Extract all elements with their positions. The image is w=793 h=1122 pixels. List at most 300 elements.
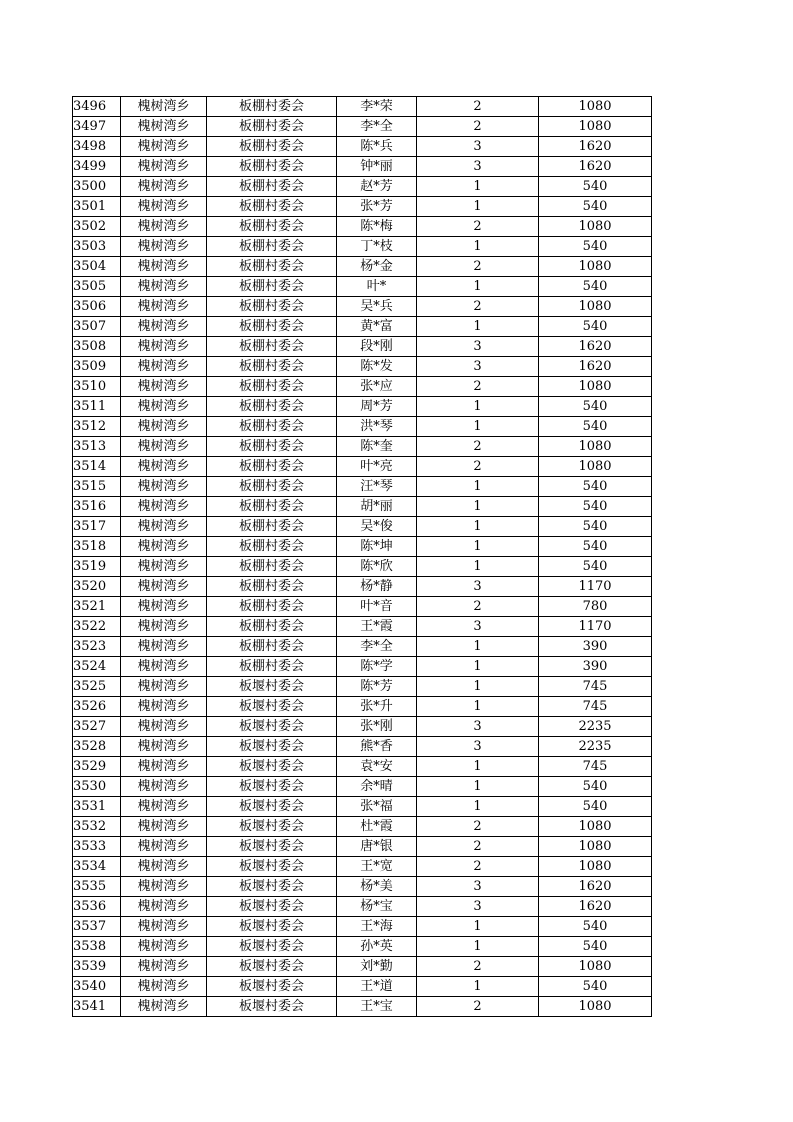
township-cell: 槐树湾乡 [121,217,207,237]
amount-cell: 540 [539,517,652,537]
row-number-cell: 3531 [73,797,121,817]
row-number-cell: 3513 [73,437,121,457]
amount-cell: 540 [539,777,652,797]
row-number-cell: 3540 [73,977,121,997]
household-count-cell: 3 [417,577,539,597]
name-cell: 杨*静 [337,577,417,597]
village-committee-cell: 板堰村委会 [207,757,337,777]
township-cell: 槐树湾乡 [121,937,207,957]
village-committee-cell: 板堰村委会 [207,937,337,957]
township-cell: 槐树湾乡 [121,257,207,277]
table-row [73,557,652,577]
table-row [73,297,652,317]
row-number-cell: 3517 [73,517,121,537]
amount-cell: 540 [539,497,652,517]
row-number-cell: 3534 [73,857,121,877]
amount-cell: 1620 [539,357,652,377]
village-committee-cell: 板堰村委会 [207,737,337,757]
amount-cell: 1620 [539,337,652,357]
table-row [73,97,652,117]
name-cell: 洪*琴 [337,417,417,437]
name-cell: 汪*琴 [337,477,417,497]
name-cell: 杨*金 [337,257,417,277]
township-cell: 槐树湾乡 [121,657,207,677]
amount-cell: 1170 [539,577,652,597]
household-count-cell: 2 [417,377,539,397]
amount-cell: 540 [539,937,652,957]
household-count-cell: 2 [417,997,539,1017]
row-number-cell: 3498 [73,137,121,157]
village-committee-cell: 板堰村委会 [207,877,337,897]
table-row [73,677,652,697]
table-row [73,817,652,837]
household-count-cell: 1 [417,557,539,577]
household-count-cell: 1 [417,397,539,417]
row-number-cell: 3538 [73,937,121,957]
township-cell: 槐树湾乡 [121,517,207,537]
table-row [73,357,652,377]
township-cell: 槐树湾乡 [121,897,207,917]
name-cell: 陈*发 [337,357,417,377]
row-number-cell: 3507 [73,317,121,337]
village-committee-cell: 板棚村委会 [207,597,337,617]
row-number-cell: 3522 [73,617,121,637]
village-committee-cell: 板棚村委会 [207,557,337,577]
row-number-cell: 3527 [73,717,121,737]
village-committee-cell: 板堰村委会 [207,837,337,857]
township-cell: 槐树湾乡 [121,557,207,577]
township-cell: 槐树湾乡 [121,457,207,477]
amount-cell: 540 [539,477,652,497]
village-committee-cell: 板棚村委会 [207,137,337,157]
household-count-cell: 3 [417,157,539,177]
row-number-cell: 3520 [73,577,121,597]
table-row [73,897,652,917]
household-count-cell: 2 [417,117,539,137]
village-committee-cell: 板棚村委会 [207,257,337,277]
name-cell: 陈*兵 [337,137,417,157]
amount-cell: 540 [539,397,652,417]
township-cell: 槐树湾乡 [121,157,207,177]
name-cell: 段*刚 [337,337,417,357]
amount-cell: 540 [539,277,652,297]
row-number-cell: 3505 [73,277,121,297]
village-committee-cell: 板棚村委会 [207,537,337,557]
row-number-cell: 3539 [73,957,121,977]
row-number-cell: 3532 [73,817,121,837]
township-cell: 槐树湾乡 [121,497,207,517]
household-count-cell: 1 [417,477,539,497]
amount-cell: 390 [539,637,652,657]
township-cell: 槐树湾乡 [121,717,207,737]
table-row [73,457,652,477]
village-committee-cell: 板堰村委会 [207,717,337,737]
name-cell: 叶*音 [337,597,417,617]
village-committee-cell: 板棚村委会 [207,277,337,297]
row-number-cell: 3526 [73,697,121,717]
household-count-cell: 1 [417,517,539,537]
table-row [73,977,652,997]
household-count-cell: 2 [417,437,539,457]
name-cell: 陈*欣 [337,557,417,577]
name-cell: 黄*富 [337,317,417,337]
name-cell: 王*道 [337,977,417,997]
township-cell: 槐树湾乡 [121,977,207,997]
amount-cell: 540 [539,977,652,997]
amount-cell: 1170 [539,617,652,637]
household-count-cell: 1 [417,497,539,517]
household-count-cell: 1 [417,657,539,677]
village-committee-cell: 板堰村委会 [207,997,337,1017]
table-row [73,957,652,977]
name-cell: 陈*梅 [337,217,417,237]
table-row [73,637,652,657]
village-committee-cell: 板棚村委会 [207,337,337,357]
village-committee-cell: 板棚村委会 [207,517,337,537]
household-count-cell: 3 [417,737,539,757]
village-committee-cell: 板堰村委会 [207,857,337,877]
household-count-cell: 1 [417,237,539,257]
township-cell: 槐树湾乡 [121,957,207,977]
township-cell: 槐树湾乡 [121,97,207,117]
table-row [73,877,652,897]
table-row [73,277,652,297]
village-committee-cell: 板棚村委会 [207,497,337,517]
amount-cell: 1080 [539,957,652,977]
name-cell: 王*海 [337,917,417,937]
row-number-cell: 3523 [73,637,121,657]
household-count-cell: 2 [417,97,539,117]
name-cell: 陈*坤 [337,537,417,557]
name-cell: 张*芳 [337,197,417,217]
row-number-cell: 3515 [73,477,121,497]
name-cell: 丁*枝 [337,237,417,257]
household-count-cell: 1 [417,757,539,777]
amount-cell: 1080 [539,437,652,457]
township-cell: 槐树湾乡 [121,477,207,497]
amount-cell: 540 [539,797,652,817]
amount-cell: 540 [539,917,652,937]
row-number-cell: 3524 [73,657,121,677]
village-committee-cell: 板棚村委会 [207,437,337,457]
village-committee-cell: 板棚村委会 [207,217,337,237]
household-count-cell: 1 [417,777,539,797]
village-committee-cell: 板棚村委会 [207,617,337,637]
household-count-cell: 2 [417,837,539,857]
village-committee-cell: 板棚村委会 [207,357,337,377]
village-committee-cell: 板棚村委会 [207,577,337,597]
household-count-cell: 2 [417,297,539,317]
row-number-cell: 3509 [73,357,121,377]
row-number-cell: 3502 [73,217,121,237]
table-row [73,777,652,797]
name-cell: 周*芳 [337,397,417,417]
name-cell: 陈*学 [337,657,417,677]
name-cell: 陈*芳 [337,677,417,697]
row-number-cell: 3503 [73,237,121,257]
household-count-cell: 3 [417,617,539,637]
amount-cell: 540 [539,417,652,437]
name-cell: 叶* [337,277,417,297]
amount-cell: 1080 [539,117,652,137]
village-committee-cell: 板棚村委会 [207,417,337,437]
table-row [73,337,652,357]
name-cell: 余*晴 [337,777,417,797]
village-committee-cell: 板棚村委会 [207,377,337,397]
name-cell: 张*福 [337,797,417,817]
amount-cell: 780 [539,597,652,617]
amount-cell: 1620 [539,137,652,157]
township-cell: 槐树湾乡 [121,677,207,697]
household-count-cell: 1 [417,177,539,197]
household-count-cell: 2 [417,597,539,617]
township-cell: 槐树湾乡 [121,237,207,257]
amount-cell: 1620 [539,157,652,177]
township-cell: 槐树湾乡 [121,197,207,217]
village-committee-cell: 板堰村委会 [207,697,337,717]
township-cell: 槐树湾乡 [121,797,207,817]
household-count-cell: 2 [417,457,539,477]
name-cell: 赵*芳 [337,177,417,197]
township-cell: 槐树湾乡 [121,917,207,937]
amount-cell: 540 [539,317,652,337]
township-cell: 槐树湾乡 [121,317,207,337]
township-cell: 槐树湾乡 [121,857,207,877]
household-count-cell: 1 [417,317,539,337]
amount-cell: 390 [539,657,652,677]
village-committee-cell: 板堰村委会 [207,817,337,837]
name-cell: 吴*兵 [337,297,417,317]
row-number-cell: 3529 [73,757,121,777]
data-table [72,96,652,1017]
name-cell: 唐*银 [337,837,417,857]
household-count-cell: 3 [417,897,539,917]
township-cell: 槐树湾乡 [121,637,207,657]
table-row [73,117,652,137]
row-number-cell: 3518 [73,537,121,557]
name-cell: 袁*安 [337,757,417,777]
amount-cell: 2235 [539,717,652,737]
name-cell: 孙*英 [337,937,417,957]
table-row [73,797,652,817]
table-row [73,937,652,957]
household-count-cell: 1 [417,417,539,437]
township-cell: 槐树湾乡 [121,177,207,197]
village-committee-cell: 板棚村委会 [207,637,337,657]
table-row [73,737,652,757]
table-row [73,497,652,517]
name-cell: 张*升 [337,697,417,717]
name-cell: 王*宝 [337,997,417,1017]
row-number-cell: 3500 [73,177,121,197]
row-number-cell: 3519 [73,557,121,577]
table-body [73,97,652,1017]
village-committee-cell: 板堰村委会 [207,957,337,977]
table-row [73,617,652,637]
table-row [73,177,652,197]
amount-cell: 540 [539,177,652,197]
table-row [73,157,652,177]
village-committee-cell: 板棚村委会 [207,457,337,477]
township-cell: 槐树湾乡 [121,757,207,777]
table-row [73,417,652,437]
township-cell: 槐树湾乡 [121,577,207,597]
village-committee-cell: 板堰村委会 [207,897,337,917]
township-cell: 槐树湾乡 [121,297,207,317]
name-cell: 陈*奎 [337,437,417,457]
village-committee-cell: 板棚村委会 [207,97,337,117]
name-cell: 张*应 [337,377,417,397]
amount-cell: 1080 [539,997,652,1017]
row-number-cell: 3530 [73,777,121,797]
township-cell: 槐树湾乡 [121,617,207,637]
township-cell: 槐树湾乡 [121,817,207,837]
name-cell: 李*荣 [337,97,417,117]
household-count-cell: 3 [417,137,539,157]
row-number-cell: 3528 [73,737,121,757]
row-number-cell: 3497 [73,117,121,137]
amount-cell: 1080 [539,377,652,397]
table-row [73,857,652,877]
household-count-cell: 1 [417,917,539,937]
township-cell: 槐树湾乡 [121,277,207,297]
township-cell: 槐树湾乡 [121,777,207,797]
household-count-cell: 3 [417,357,539,377]
name-cell: 吴*俊 [337,517,417,537]
name-cell: 钟*丽 [337,157,417,177]
row-number-cell: 3496 [73,97,121,117]
table-row [73,137,652,157]
township-cell: 槐树湾乡 [121,877,207,897]
township-cell: 槐树湾乡 [121,597,207,617]
row-number-cell: 3537 [73,917,121,937]
township-cell: 槐树湾乡 [121,377,207,397]
name-cell: 杨*美 [337,877,417,897]
table-row [73,697,652,717]
amount-cell: 745 [539,677,652,697]
amount-cell: 745 [539,757,652,777]
township-cell: 槐树湾乡 [121,357,207,377]
table-row [73,437,652,457]
amount-cell: 540 [539,557,652,577]
household-count-cell: 1 [417,277,539,297]
village-committee-cell: 板棚村委会 [207,237,337,257]
village-committee-cell: 板棚村委会 [207,317,337,337]
township-cell: 槐树湾乡 [121,537,207,557]
name-cell: 李*全 [337,637,417,657]
row-number-cell: 3504 [73,257,121,277]
table-row [73,837,652,857]
row-number-cell: 3536 [73,897,121,917]
household-count-cell: 2 [417,257,539,277]
name-cell: 张*刚 [337,717,417,737]
village-committee-cell: 板堰村委会 [207,777,337,797]
row-number-cell: 3514 [73,457,121,477]
table-row [73,577,652,597]
amount-cell: 540 [539,237,652,257]
household-count-cell: 1 [417,697,539,717]
village-committee-cell: 板棚村委会 [207,297,337,317]
name-cell: 杨*宝 [337,897,417,917]
name-cell: 王*宽 [337,857,417,877]
township-cell: 槐树湾乡 [121,137,207,157]
name-cell: 胡*丽 [337,497,417,517]
township-cell: 槐树湾乡 [121,997,207,1017]
row-number-cell: 3508 [73,337,121,357]
township-cell: 槐树湾乡 [121,437,207,457]
township-cell: 槐树湾乡 [121,837,207,857]
village-committee-cell: 板棚村委会 [207,117,337,137]
household-count-cell: 2 [417,817,539,837]
table-row [73,317,652,337]
amount-cell: 540 [539,537,652,557]
village-committee-cell: 板堰村委会 [207,797,337,817]
township-cell: 槐树湾乡 [121,737,207,757]
amount-cell: 1080 [539,257,652,277]
amount-cell: 1080 [539,857,652,877]
name-cell: 李*全 [337,117,417,137]
table-row [73,657,652,677]
table-row [73,537,652,557]
township-cell: 槐树湾乡 [121,337,207,357]
amount-cell: 745 [539,697,652,717]
name-cell: 叶*亮 [337,457,417,477]
name-cell: 刘*勤 [337,957,417,977]
amount-cell: 1080 [539,837,652,857]
table-row [73,997,652,1017]
name-cell: 熊*香 [337,737,417,757]
village-committee-cell: 板棚村委会 [207,197,337,217]
amount-cell: 1080 [539,217,652,237]
row-number-cell: 3499 [73,157,121,177]
table-row [73,477,652,497]
household-count-cell: 3 [417,337,539,357]
household-count-cell: 1 [417,677,539,697]
table-row [73,917,652,937]
village-committee-cell: 板堰村委会 [207,677,337,697]
row-number-cell: 3516 [73,497,121,517]
household-count-cell: 1 [417,977,539,997]
amount-cell: 540 [539,197,652,217]
household-count-cell: 2 [417,957,539,977]
row-number-cell: 3512 [73,417,121,437]
amount-cell: 1080 [539,817,652,837]
village-committee-cell: 板棚村委会 [207,477,337,497]
name-cell: 王*霞 [337,617,417,637]
table-row [73,597,652,617]
village-committee-cell: 板堰村委会 [207,917,337,937]
amount-cell: 1080 [539,97,652,117]
household-count-cell: 2 [417,217,539,237]
amount-cell: 1620 [539,897,652,917]
household-count-cell: 1 [417,197,539,217]
row-number-cell: 3511 [73,397,121,417]
household-count-cell: 2 [417,857,539,877]
amount-cell: 1080 [539,297,652,317]
table-row [73,757,652,777]
village-committee-cell: 板棚村委会 [207,157,337,177]
amount-cell: 1620 [539,877,652,897]
row-number-cell: 3535 [73,877,121,897]
table-row [73,197,652,217]
township-cell: 槐树湾乡 [121,397,207,417]
name-cell: 杜*霞 [337,817,417,837]
township-cell: 槐树湾乡 [121,417,207,437]
village-committee-cell: 板棚村委会 [207,177,337,197]
table-row [73,237,652,257]
row-number-cell: 3541 [73,997,121,1017]
row-number-cell: 3533 [73,837,121,857]
